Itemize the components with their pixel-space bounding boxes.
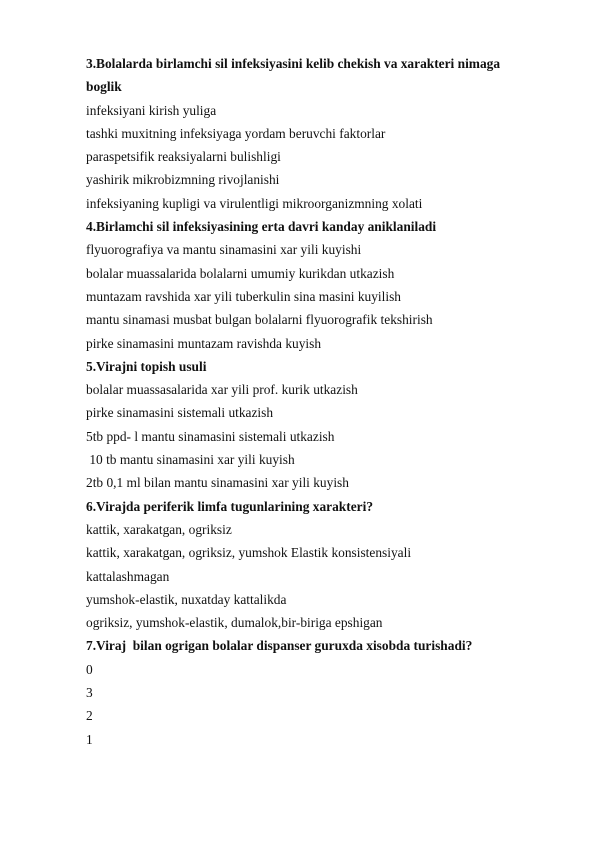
answer-option: muntazam ravshida xar yili tuberkulin sina masini kuyilish: [86, 288, 401, 304]
answer-option: 10 tb mantu sinamasini xar yili kuyish: [86, 452, 295, 468]
question-line: boglik: [86, 79, 122, 95]
answer-option: 0: [86, 661, 93, 677]
answer-option: ogriksiz, yumshok-elastik, dumalok,bir-biriga epshigan: [86, 615, 383, 631]
answer-option: 1: [86, 731, 93, 747]
answer-option: pirke sinamasini muntazam ravishda kuyish: [86, 335, 322, 351]
answer-option: infeksiyaning kupligi va virulentligi mikroorganizmning xolati: [86, 195, 423, 211]
answer-option: flyuorografiya va mantu sinamasini xar yili kuyishi: [86, 242, 362, 258]
answer-option: paraspetsifik reaksiyalarni bulishligi: [86, 149, 281, 165]
answer-option: 5tb ppd- l mantu sinamasini sistemali utkazish: [86, 428, 335, 444]
answer-option: kattalashmagan: [86, 568, 170, 584]
answer-option: 3: [86, 685, 93, 701]
answer-option: pirke sinamasini sistemali utkazish: [86, 405, 274, 421]
answer-option: 2tb 0,1 ml bilan mantu sinamasini xar yili kuyish: [86, 475, 349, 491]
answer-option: kattik, xarakatgan, ogriksiz: [86, 521, 232, 537]
document-body: [86, 52, 556, 751]
question-line: 5.Virajni topish usuli: [86, 358, 207, 374]
answer-option: infeksiyani kirish yuliga: [86, 102, 217, 118]
answer-option: bolalar muassalarida bolalarni umumiy kurikdan utkazish: [86, 265, 395, 281]
question-line: 3.Bolalarda birlamchi sil infeksiyasini kelib chekish va xarakteri nimaga: [86, 56, 501, 71]
answer-option: yashirik mikrobizmning rivojlanishi: [86, 172, 280, 188]
answer-option: 2: [86, 708, 93, 724]
answer-option: mantu sinamasi musbat bulgan bolalarni flyuorografik tekshirish: [86, 312, 433, 328]
question-line: 4.Birlamchi sil infeksiyasining erta davri kanday aniklaniladi: [86, 219, 437, 235]
answer-option: yumshok-elastik, nuxatday kattalikda: [86, 591, 287, 607]
answer-option: kattik, xarakatgan, ogriksiz, yumshok Elastik konsistensiyali: [86, 545, 412, 561]
answer-option: tashki muxitning infeksiyaga yordam beruvchi faktorlar: [86, 125, 386, 141]
answer-option: bolalar muassasalarida xar yili prof. kurik utkazish: [86, 382, 358, 398]
question-line: 7.Viraj bilan ogrigan bolalar dispanser guruxda xisobda turishadi?: [86, 638, 473, 654]
question-line: 6.Virajda periferik limfa tugunlarining xarakteri?: [86, 498, 374, 514]
